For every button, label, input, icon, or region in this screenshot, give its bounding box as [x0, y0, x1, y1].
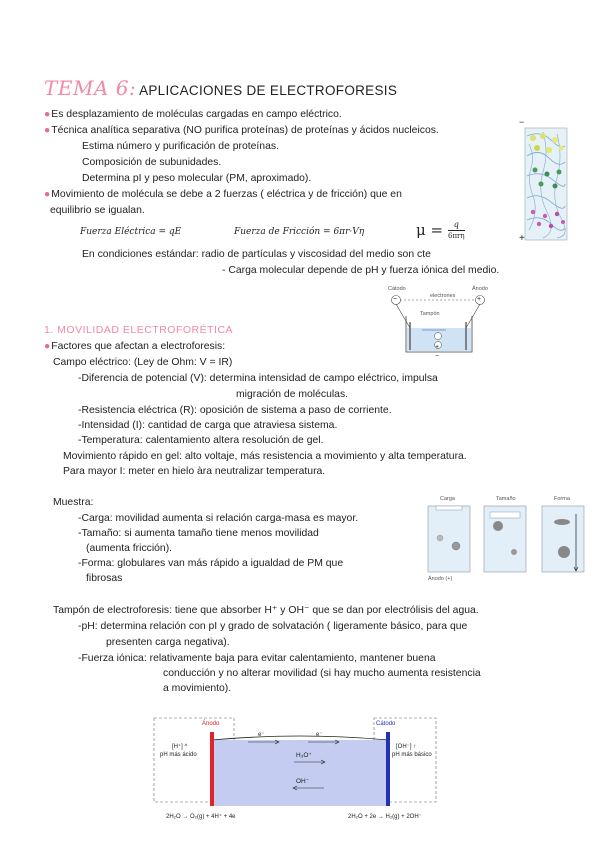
sample-size: -Tamaño: si aumenta tamaño tiene menos movilidad	[78, 528, 319, 539]
electrical-resistance: -Resistencia eléctrica (R): oposición de sistema a paso de corriente.	[78, 405, 392, 416]
formula-friction-force: Fuerza de Fricción = 6πr·Vη	[234, 227, 365, 237]
potential-difference-cont: migración de moléculas.	[236, 389, 349, 400]
page-title	[44, 77, 397, 104]
section-heading-mobility: 1. MOVILIDAD ELECTROFORÉTICA	[44, 324, 234, 336]
column-plus-sign: +	[519, 233, 525, 244]
mu-denominator: 6πrη	[447, 232, 465, 240]
potential-difference: -Diferencia de potencial (V): determina intensidad de campo eléctrico, impulsa	[78, 373, 438, 384]
formula-mobility	[416, 219, 465, 242]
intro-sub-2: Composición de subunidades.	[82, 157, 222, 168]
buffer-ionic-strength: -Fuerza iónica: relativamente baja para evitar calentamiento, mantener buena	[78, 653, 436, 664]
standard-conditions: En condiciones estándar: radio de partículas y viscosidad del medio son cte	[82, 249, 431, 260]
sample-size-cont: (aumenta fricción).	[86, 543, 173, 554]
mu-fraction	[448, 219, 465, 242]
electrophoresis-tank-figure	[386, 286, 490, 360]
tank-anode-label: Ánodo	[472, 286, 488, 292]
intro-bullet-2: ●Técnica analítica separativa (NO purifica proteínas) de proteínas y ácidos nucleicos.	[44, 125, 439, 136]
tank-ion-minus: −	[435, 353, 440, 360]
sample-heading: Muestra:	[53, 497, 94, 508]
hydroxide-label: OH⁻	[296, 778, 310, 785]
mu-symbol: μ =	[416, 221, 444, 239]
factors-bullet: ●Factores que afectan a electroforesis:	[44, 341, 226, 352]
well-caption-bottom: Ánodo (+)	[428, 576, 453, 582]
tank-ion-plus: +	[435, 344, 440, 351]
title-main: APLICACIONES DE ELECTROFORESIS	[139, 83, 398, 98]
electrolysis-cathode-label: Cátodo	[376, 721, 396, 727]
mu-numerator: q	[448, 219, 465, 231]
bullet-icon: ●	[44, 341, 51, 352]
gel-column-svg	[521, 126, 571, 244]
electrolysis-figure	[152, 716, 438, 828]
intro-sub-3: Determina pI y peso molecular (PM, aproximado).	[82, 173, 312, 184]
tank-buffer-label: Tampón	[420, 311, 440, 317]
wells-svg	[424, 496, 588, 586]
sample-shape: -Forma: globulares van más rápido a igualdad de PM que	[78, 558, 344, 569]
electron-label-2: e⁻	[316, 732, 323, 738]
hydronium-label: H₃O⁺	[296, 752, 312, 759]
right-oh-concentration: [OH⁻] ↑	[396, 744, 417, 750]
electric-field: Campo eléctrico: (Ley de Ohm: V = IR)	[53, 357, 233, 368]
buffer-ph-cont: presenten carga negativa).	[106, 637, 230, 648]
intro-bullet-3-cont: equilibrio se igualan.	[50, 205, 145, 216]
left-ph-acid: pH más ácido	[160, 752, 197, 758]
intensity: -Intensidad (I): cantidad de carga que atraviesa sistema.	[78, 420, 338, 431]
molecular-charge-note: - Carga molecular depende de pH y fuerza iónica del medio.	[222, 265, 500, 276]
cathode-equation: 2H₂O + 2e → H₂(g) + 2OH⁻	[348, 814, 422, 820]
intro-bullet-1: ●Es desplazamiento de moléculas cargadas en campo eléctrico.	[44, 109, 342, 120]
tank-electrons-label: electrones	[430, 293, 456, 299]
tank-cathode-label: Cátodo	[388, 286, 406, 292]
electron-label-1: e⁻	[258, 732, 265, 738]
higher-intensity: Para mayor I: meter en hielo àra neutralizar temperatura.	[63, 466, 326, 477]
intro-sub-1: Estima número y purificación de proteínas.	[82, 141, 279, 152]
gel-column-figure	[519, 117, 571, 244]
well-caption-shape: Forma	[554, 496, 570, 502]
left-h-concentration: [H⁺] ^	[172, 744, 188, 750]
column-minus-sign: −	[519, 117, 525, 127]
sample-shape-cont: fibrosas	[86, 573, 123, 584]
electrolysis-svg	[152, 716, 438, 828]
temperature: -Temperatura: calentamiento altera resolución de gel.	[78, 435, 324, 446]
bullet-icon: ●	[44, 109, 51, 120]
well-caption-charge: Carga	[440, 496, 455, 502]
sample-charge: -Carga: movilidad aumenta si relación carga-masa es mayor.	[78, 513, 359, 524]
intro-bullet-3: ●Movimiento de molécula se debe a 2 fuerzas ( eléctrica y de fricción) que en	[44, 189, 402, 200]
bullet-icon: ●	[44, 125, 51, 136]
buffer-line: Tampón de electroforesis: tiene que absorber H⁺ y OH⁻ que se dan por electrólisis del agua.	[53, 605, 479, 616]
right-ph-basic: pH más básico	[392, 752, 432, 758]
bullet-icon: ●	[44, 189, 51, 200]
title-prefix: TEMA 6:	[44, 76, 137, 100]
electrolysis-anode-label: Ánodo	[202, 721, 220, 727]
buffer-ionic-strength-cont: conducción y no alterar movilidad (si hay mucho aumenta resistencia	[163, 668, 481, 679]
formula-electric-force: Fuerza Eléctrica = qE	[80, 227, 182, 237]
buffer-ph: -pH: determina relación con pI y grado de solvatación ( ligeramente básico, para que	[78, 621, 468, 632]
tank-electrode-plus: +	[477, 296, 482, 303]
well-caption-size: Tamaño	[496, 496, 516, 502]
sample-factors-figure	[424, 496, 588, 586]
buffer-ionic-strength-cont2: a movimiento).	[163, 683, 232, 694]
fast-movement: Movimiento rápido en gel: alto voltaje, más resistencia a movimiento y alta temperatura.	[63, 451, 467, 462]
tank-electrode-minus: −	[393, 296, 398, 303]
anode-equation: 2H₂O → O₂(g) + 4H⁺ + 4e	[166, 814, 236, 820]
